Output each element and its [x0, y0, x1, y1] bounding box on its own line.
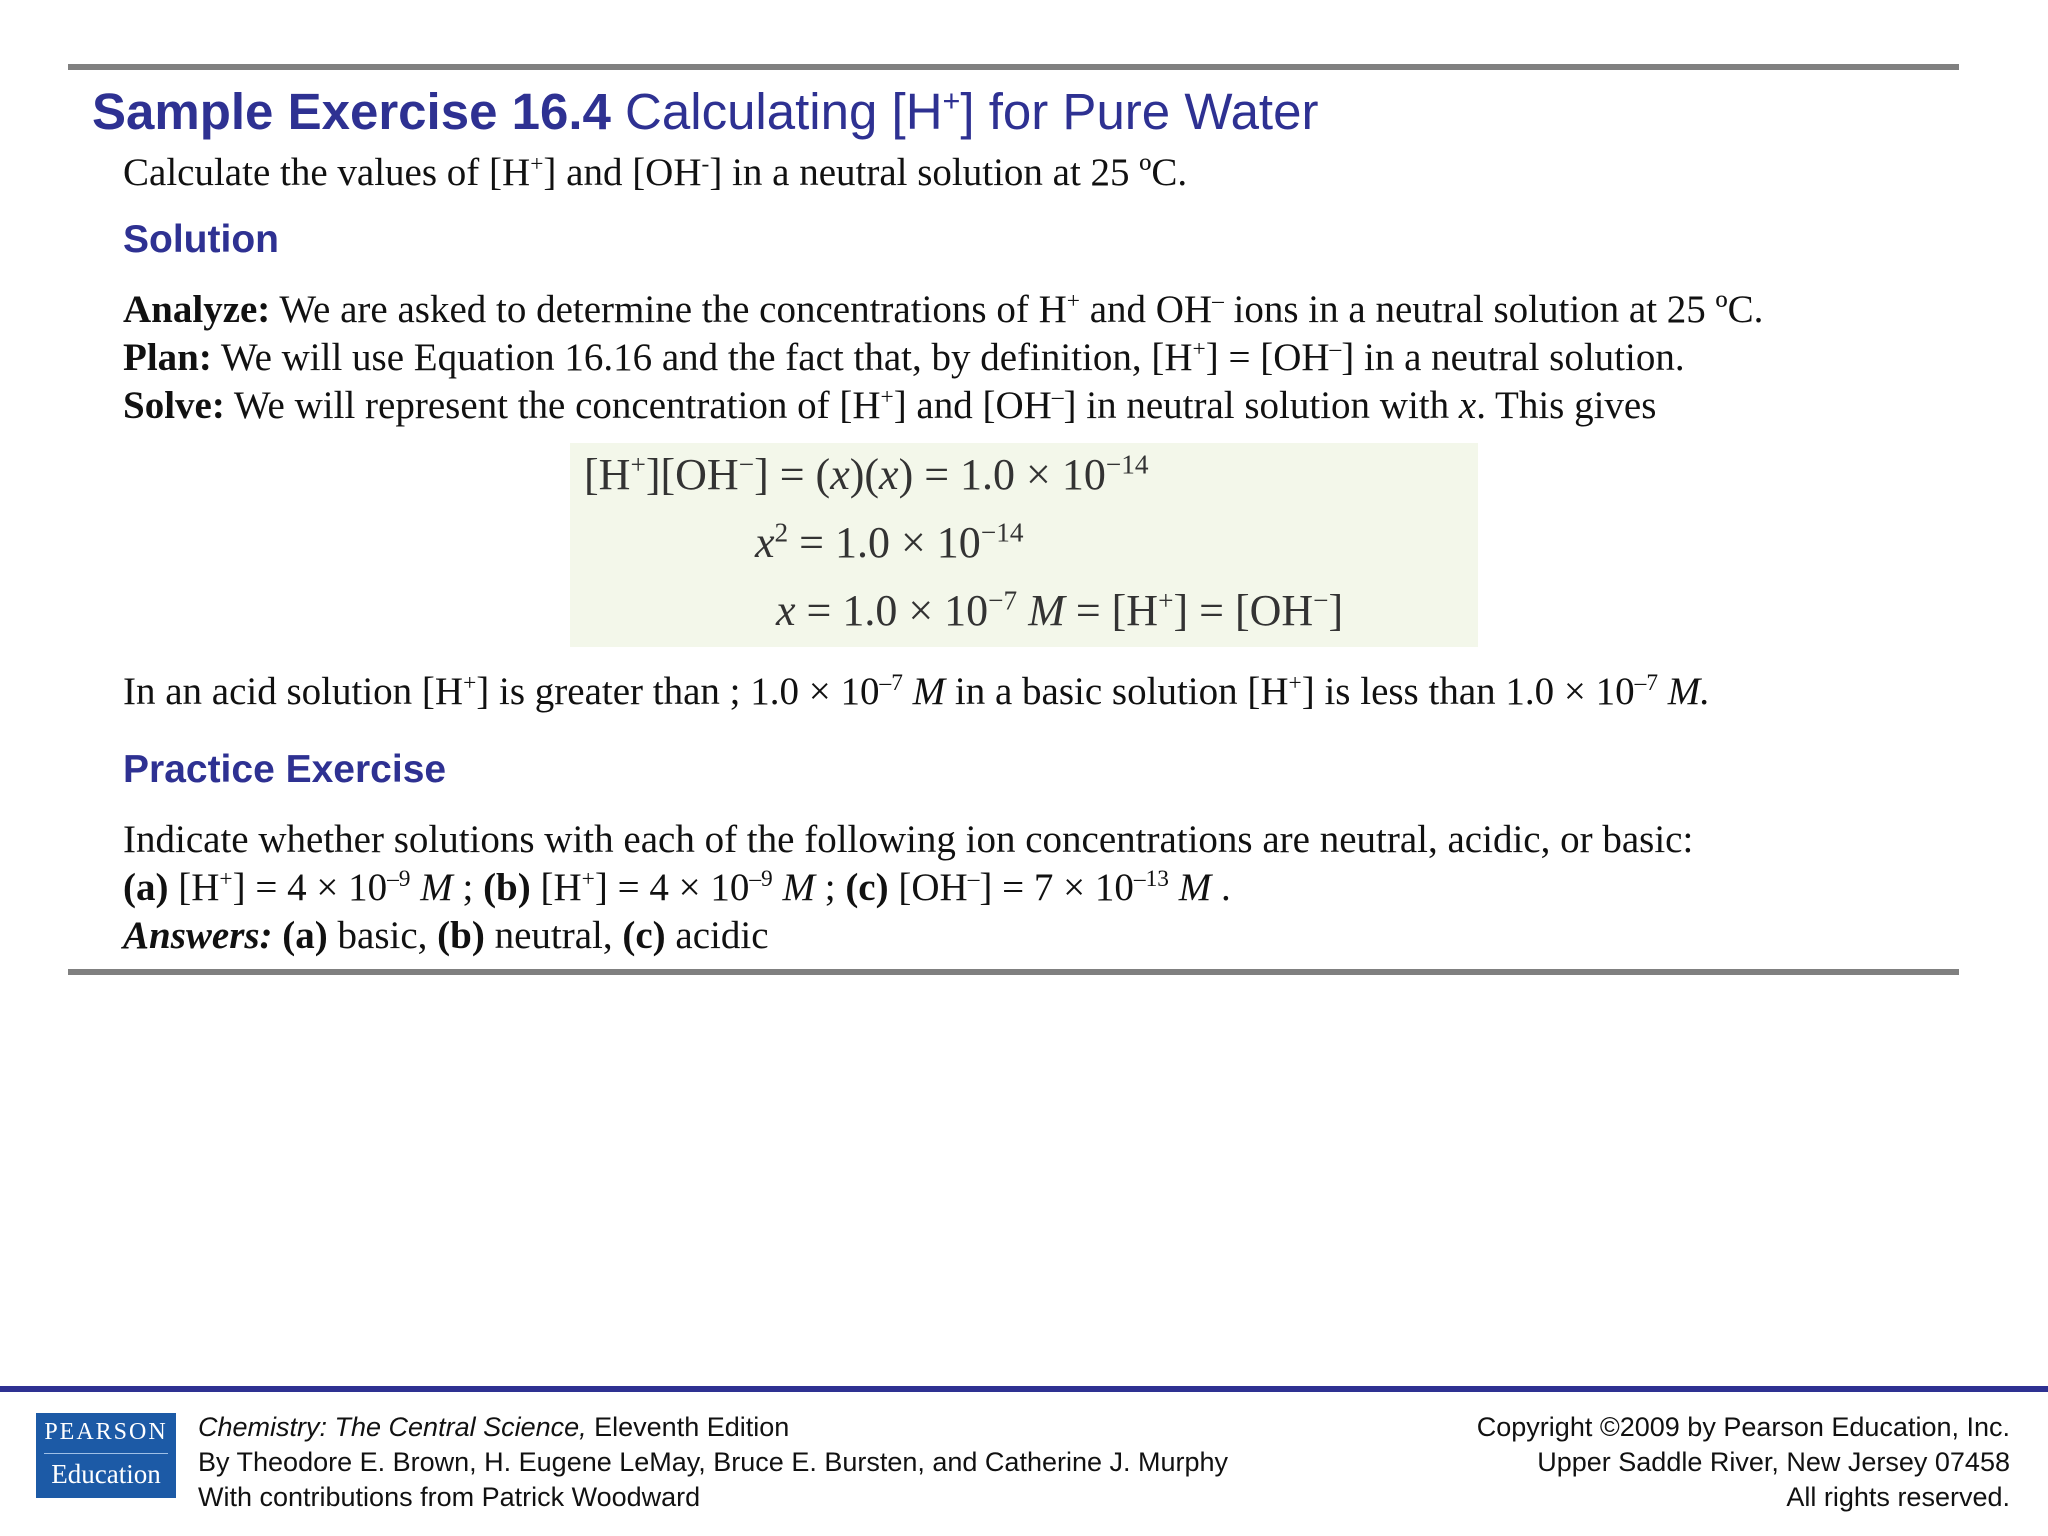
- title-exercise-number: Sample Exercise 16.4: [92, 83, 611, 140]
- equation-line-1: $[H^+][OH^-] = (x)(x) = 1.0 \times 10^{-14}$: [584, 449, 1149, 499]
- bottom-rule: [68, 969, 1959, 975]
- copyright-text: Copyright ©2009 by Pearson Education, Inc.: [1476, 1412, 2010, 1442]
- equation-block: [570, 443, 1478, 647]
- rights-text: All rights reserved.: [1786, 1482, 2010, 1512]
- equation-line-3: $x = 1.0 \times 10^{-7}$ M = [H+] = [OH−]: [776, 585, 1344, 635]
- pearson-education-logo: PEARSON Education: [36, 1413, 176, 1498]
- solution-heading: Solution: [123, 218, 279, 261]
- acid-base-statement: In an acid solution [H+] is greater than ; $1.0 \times 10^{-7}$ M in a basic solution [H+] is less than $1.0 \times 10^{-7}$ M.: [123, 670, 1711, 713]
- footer-contributions: With contributions from Patrick Woodward: [198, 1482, 701, 1512]
- footer-authors: By Theodore E. Brown, H. Eugene LeMay, Bruce E. Bursten, and Catherine J. Murphy: [198, 1447, 1229, 1477]
- answers-line: Answers: (a) basic, (b) neutral, (c) acidic: [123, 914, 769, 957]
- footer-citation: [198, 1410, 1228, 1515]
- footer-copyright: [1477, 1410, 2010, 1515]
- footer-rule: [0, 1386, 2048, 1392]
- practice-intro: Indicate whether solutions with each of the following ion concentrations are neutral, acidic, or basic:: [123, 818, 1694, 861]
- question-text: Calculate the values of [H+] and [OH-] in a neutral solution at 25 ºC.: [123, 151, 1188, 194]
- practice-parts: (a) $[H^+] = 4 \times 10^{-9}$ M ; (b) $[H^+] = 4 \times 10^{-9}$ M ; (c) $[OH^-] = 7 \times 10^{-13}$ M .: [123, 866, 1231, 909]
- equation-line-2: $x^2 = 1.0 \times 10^{-14}$: [755, 517, 1024, 567]
- top-rule: [68, 64, 1959, 70]
- footer-book-line: Chemistry: The Central Science, Eleventh Edition: [198, 1412, 790, 1442]
- publisher-address: Upper Saddle River, New Jersey 07458: [1537, 1447, 2010, 1477]
- practice-heading: Practice Exercise: [123, 748, 447, 791]
- analyze-line: Analyze: We are asked to determine the concentrations of H+ and OH– ions in a neutral solution at 25 ºC.: [123, 288, 1764, 331]
- plan-line: Plan: We will use Equation 16.16 and the fact that, by definition, [H+] = [OH–] in a neutral solution.: [123, 336, 1685, 379]
- solve-line: Solve: We will represent the concentration of [H+] and [OH–] in neutral solution with x. This gives: [123, 384, 1657, 427]
- page-title: Sample Exercise 16.4 Calculating [H+] for Pure Water: [92, 83, 1319, 140]
